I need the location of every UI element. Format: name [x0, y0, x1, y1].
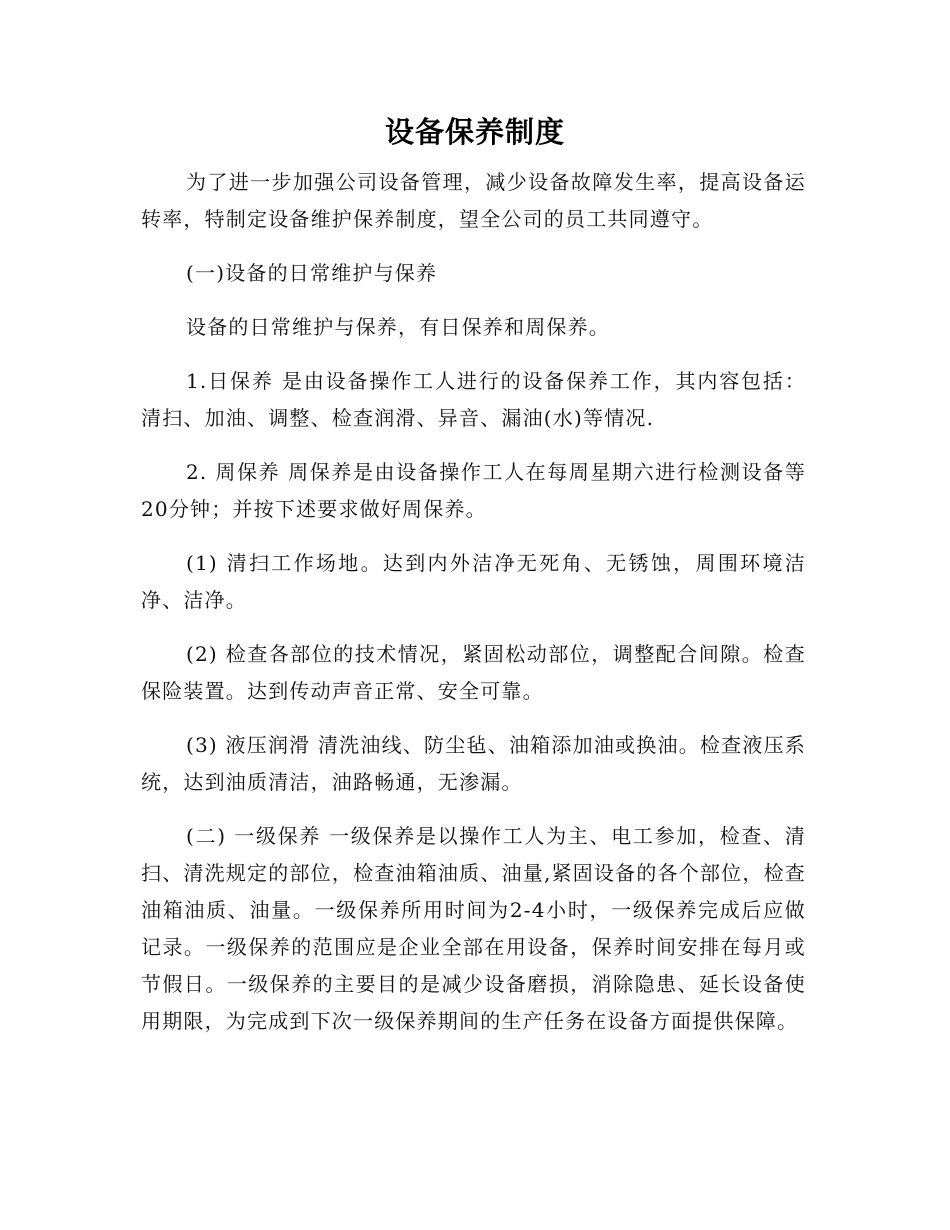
list-item-cleaning: (1) 清扫工作场地。达到内外洁净无死角、无锈蚀，周围环境洁净、洁净。 — [141, 551, 806, 612]
paragraph-weekly-maintenance: 2. 周保养 周保养是由设备操作工人在每周星期六进行检测设备等20分钟；并按下述要求做好周保养。 — [141, 460, 806, 521]
list-item-inspection: (2) 检查各部位的技术情况，紧固松动部位，调整配合间隙。检查保险装置。达到传动声音正常、安全可靠。 — [141, 642, 806, 703]
document-body — [141, 164, 806, 1057]
section-heading-daily-maintenance: (一)设备的日常维护与保养 — [186, 261, 438, 285]
paragraph-daily-weekly-overview: 设备的日常维护与保养，有日保养和周保养。 — [186, 315, 610, 339]
paragraph-daily-maintenance: 1.日保养 是由设备操作工人进行的设备保养工作，其内容包括：清扫、加油、调整、检查润滑、异音、漏油(水)等情况. — [141, 369, 806, 430]
paragraph-intro: 为了进一步加强公司设备管理，减少设备故障发生率，提高设备运转率，特制定设备维护保养制度，望全公司的员工共同遵守。 — [141, 170, 806, 231]
paragraph-first-level-maintenance: (二) 一级保养 一级保养是以操作工人为主、电工参加，检查、清扫、清洗规定的部位，检查油箱油质、油量,紧固设备的各个部位，检查油箱油质、油量。一级保养所用时间为2-4小时，一级保养完成后应做记录。一级保养的范围应是企业全部在用设备，保养时间安排在每月或节假日。一级保养的主要目的是减少设备磨损，消除隐患、延长设备使用期限，为完成到下次一级保养期间的生产任务在设备方面提供保障。 — [141, 824, 806, 1033]
document-title: 设备保养制度 — [384, 115, 565, 149]
list-item-hydraulic-lubrication: (3) 液压润滑 清洗油线、防尘毡、油箱添加油或换油。检查液压系统，达到油质清洁，油路畅通，无渗漏。 — [141, 733, 806, 794]
